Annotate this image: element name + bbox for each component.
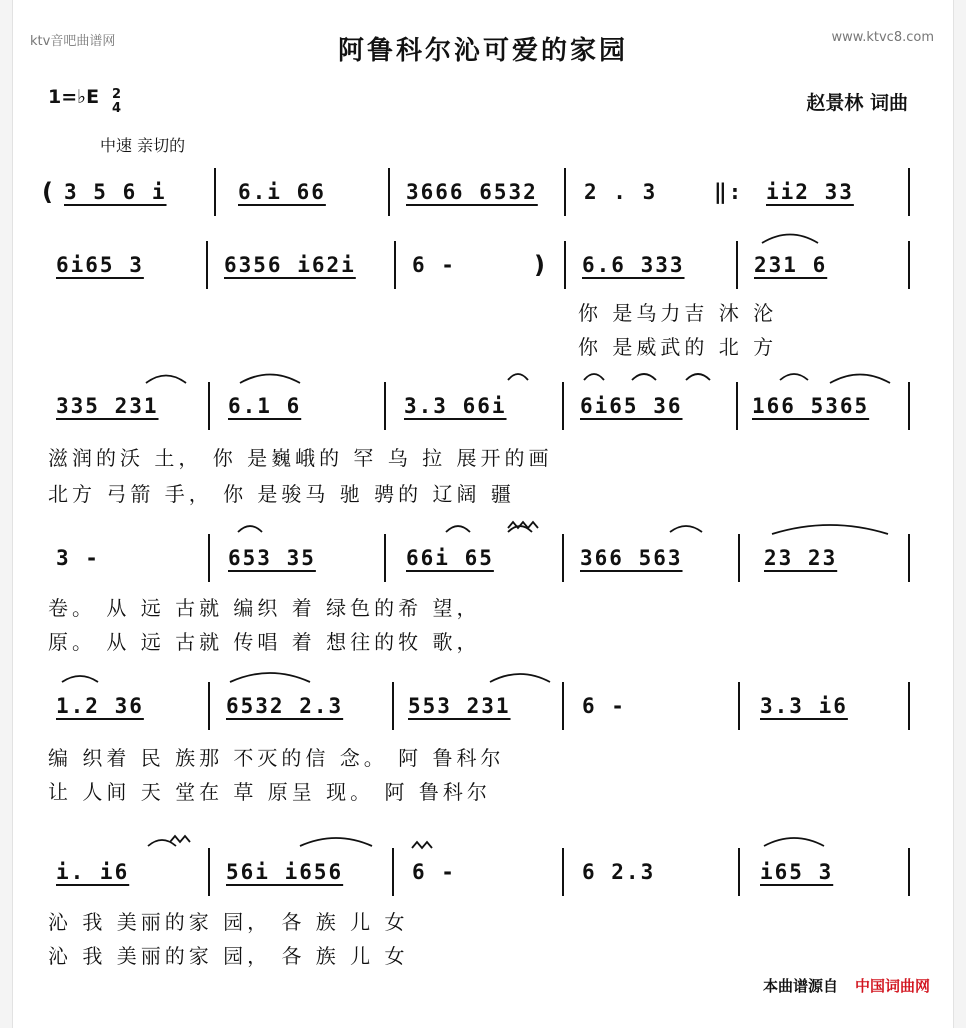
measure: 6i65 36 (580, 394, 683, 418)
measure: 3 - (56, 546, 100, 570)
measure: 6 - (582, 694, 626, 718)
song-title: 阿鲁科尔沁可爱的家园 (337, 36, 628, 66)
slur (632, 374, 656, 380)
slur (670, 526, 702, 532)
slur (764, 838, 824, 846)
lyric-verse-2: 沁 我 美丽的家 园， 各 族 儿 女 (48, 944, 409, 968)
measure: 366 563 (580, 546, 683, 570)
lyric-verse-1: 沁 我 美丽的家 园， 各 族 儿 女 (48, 910, 409, 934)
slur (230, 673, 310, 682)
slur (490, 674, 550, 682)
measure: 3 5 6 i (64, 180, 167, 204)
measure: 166 5365 (752, 394, 870, 418)
close-paren: ) (534, 251, 545, 279)
source-label: 本曲谱源自 (762, 977, 838, 995)
measure: 1.2 36 (56, 694, 144, 718)
lyric-verse-1: 滋润的沃 土， 你 是巍峨的 罕 乌 拉 展开的画 (48, 446, 553, 470)
measure: 6 - (412, 253, 456, 277)
measure: 6 2.3 (582, 860, 656, 884)
measure: 3666 6532 (406, 180, 538, 204)
slur (686, 374, 710, 380)
key-signature: 1=♭E (48, 86, 100, 108)
lyric-verse-2: 北方 弓箭 手， 你 是骏马 驰 骋的 辽阔 疆 (48, 482, 515, 506)
lyric-verse-1: 编 织着 民 族那 不灭的信 念。 阿 鲁科尔 (48, 746, 505, 770)
slur (238, 526, 262, 532)
watermark-right: www.ktvc8.com (831, 30, 934, 45)
measure: 335 231 (56, 394, 159, 418)
measure: i65 3 (760, 860, 834, 884)
measure: 6356 i62i (224, 253, 356, 277)
lyric-verse-2: 你 是威武的 北 方 (578, 335, 778, 359)
trill-ornament (412, 842, 432, 848)
slur (830, 375, 890, 384)
measure: 3.3 i6 (760, 694, 848, 718)
repeat-sign: ‖: (714, 180, 744, 204)
slur (146, 376, 186, 384)
trill-ornament (170, 836, 190, 842)
slur (508, 374, 528, 380)
tempo-marking: 中速 亲切的 (100, 136, 186, 155)
measure: 6.i 66 (238, 180, 326, 204)
lyric-verse-1: 卷。 从 远 古就 编织 着 绿色的希 望， (48, 596, 481, 620)
brand-link[interactable]: 中国词曲网 (854, 977, 930, 995)
lyric-verse-2: 让 人间 天 堂在 草 原呈 现。 阿 鲁科尔 (48, 780, 491, 804)
slur (240, 375, 300, 384)
slur (772, 525, 888, 534)
measure: 6.6 333 (582, 253, 685, 277)
measure: i. i6 (56, 860, 130, 884)
measure: 6 - (412, 860, 456, 884)
measure: 3.3 66i (404, 394, 507, 418)
measure: 553 231 (408, 694, 511, 718)
watermark-left: ktv音吧曲谱网 (30, 34, 116, 49)
measure: 23 23 (764, 546, 838, 570)
measure: ii2 33 (766, 180, 854, 204)
slur (584, 374, 604, 380)
slur (762, 235, 818, 244)
measure: 2 . 3 (584, 180, 658, 204)
slur (300, 838, 372, 846)
measure: 56i i656 (226, 860, 344, 884)
slur (62, 676, 98, 682)
measure: 6i65 3 (56, 253, 144, 277)
slur (446, 526, 470, 532)
meter-top: 2 (112, 87, 122, 102)
lyric-verse-2: 原。 从 远 古就 传唱 着 想往的牧 歌， (48, 630, 481, 654)
open-paren: ( (42, 178, 53, 206)
measure: 6532 2.3 (226, 694, 344, 718)
slur (780, 374, 808, 380)
meter-bottom: 4 (112, 101, 122, 116)
measure: 6.1 6 (228, 394, 302, 418)
measure: 66i 65 (406, 546, 494, 570)
measure: 231 6 (754, 253, 828, 277)
composer-credit: 赵景林 词曲 (806, 92, 908, 114)
lyric-verse-1: 你 是乌力吉 沐 沦 (578, 301, 778, 325)
measure: 653 35 (228, 546, 316, 570)
